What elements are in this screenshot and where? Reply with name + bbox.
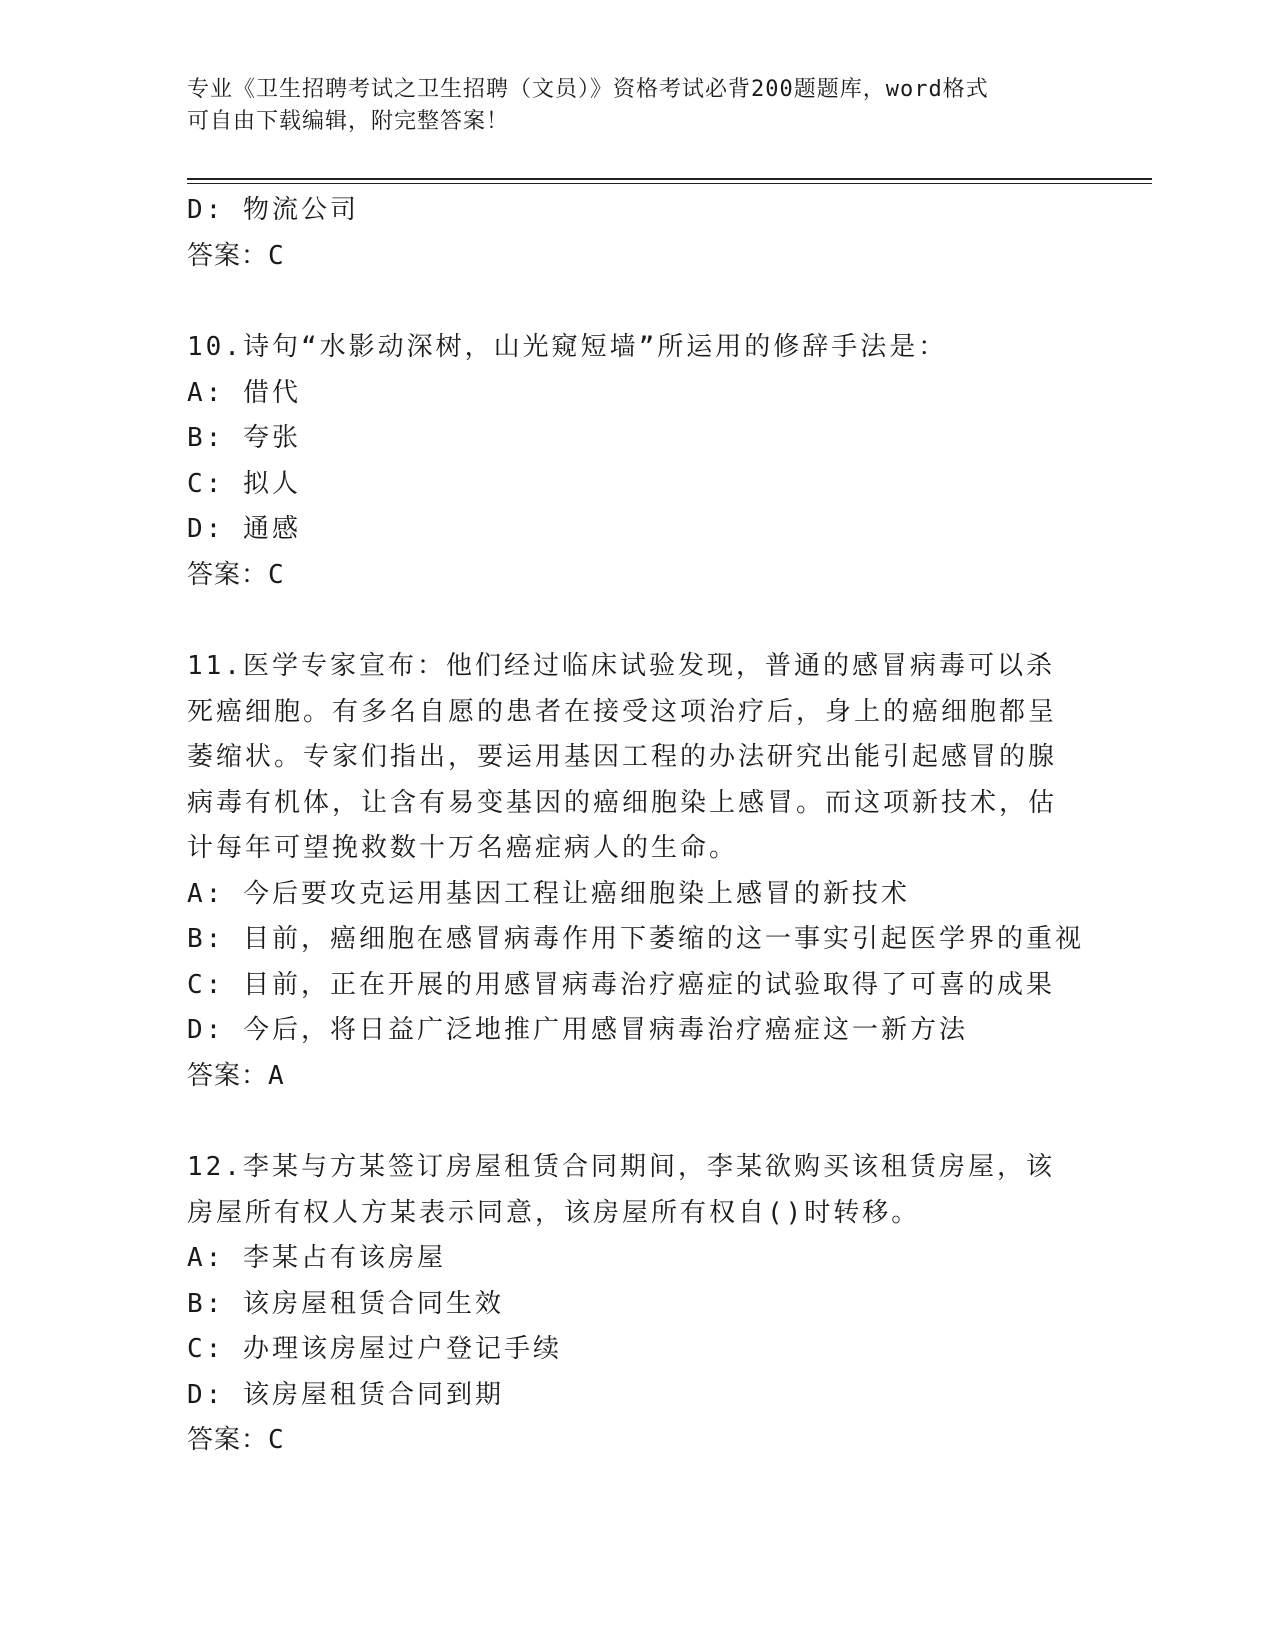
option-d: D: 该房屋租赁合同到期 <box>187 1379 504 1410</box>
question-stem: 12.李某与方某签订房屋租赁合同期间，李某欲购买该租赁房屋，该房屋所有权人方某表示同意，该房屋所有权自()时转移。 <box>187 1152 1055 1228</box>
header-divider-thin <box>187 183 1152 184</box>
option-d: D: 今后，将日益广泛地推广用感冒病毒治疗癌症这一新方法 <box>187 1015 968 1045</box>
answer-line: 答案：C <box>187 240 285 271</box>
spacer <box>187 598 1067 644</box>
option-a: A: 借代 <box>187 377 301 408</box>
option-b: B: 该房屋租赁合同生效 <box>187 1288 504 1319</box>
question-11 <box>187 644 1084 1099</box>
option-d: D: 通感 <box>187 514 301 544</box>
document-header <box>187 74 1067 138</box>
question-stem: 10.诗句“水影动深树，山光窥短墙”所运用的修辞手法是： <box>187 332 948 362</box>
option-c: C: 拟人 <box>187 468 301 499</box>
question-stem: 11.医学专家宣布：他们经过临床试验发现，普通的感冒病毒可以杀死癌细胞。有多名自愿的患者在接受这项治疗后，身上的癌细胞都呈萎缩状。专家们指出，要运用基因工程的办法研究出能引起感冒的腺病毒有机体，让含有易变基因的癌细胞染上感冒。而这项新技术，估计每年可望挽救数十万名癌症病人的生命。 <box>187 651 1058 863</box>
option-c: C: 办理该房屋过户登记手续 <box>187 1334 562 1364</box>
option-c: C: 目前，正在开展的用感冒病毒治疗癌症的试验取得了可喜的成果 <box>187 969 1055 1000</box>
question-list <box>187 188 1084 1464</box>
option-b: B: 目前，癌细胞在感冒病毒作用下萎缩的这一事实引起医学界的重视 <box>187 924 1084 954</box>
spacer <box>187 1099 1067 1145</box>
spacer <box>187 279 1067 325</box>
option-b: B: 夸张 <box>187 423 301 453</box>
header-divider-thick <box>187 178 1152 180</box>
header-line-1: 专业《卫生招聘考试之卫生招聘（文员）》资格考试必背200题题库，word格式 <box>187 77 989 102</box>
continued-question <box>187 188 1067 279</box>
answer-line: 答案：C <box>187 559 285 590</box>
option-a: A: 今后要攻克运用基因工程让癌细胞染上感冒的新技术 <box>187 878 910 909</box>
option-a: A: 李某占有该房屋 <box>187 1243 446 1273</box>
question-10 <box>187 325 1067 598</box>
answer-line: 答案：C <box>187 1425 285 1455</box>
answer-line: 答案：A <box>187 1060 285 1091</box>
question-12 <box>187 1145 1067 1464</box>
header-line-2: 可自由下载编辑，附完整答案！ <box>187 109 510 134</box>
option-d: D: 物流公司 <box>187 195 359 225</box>
